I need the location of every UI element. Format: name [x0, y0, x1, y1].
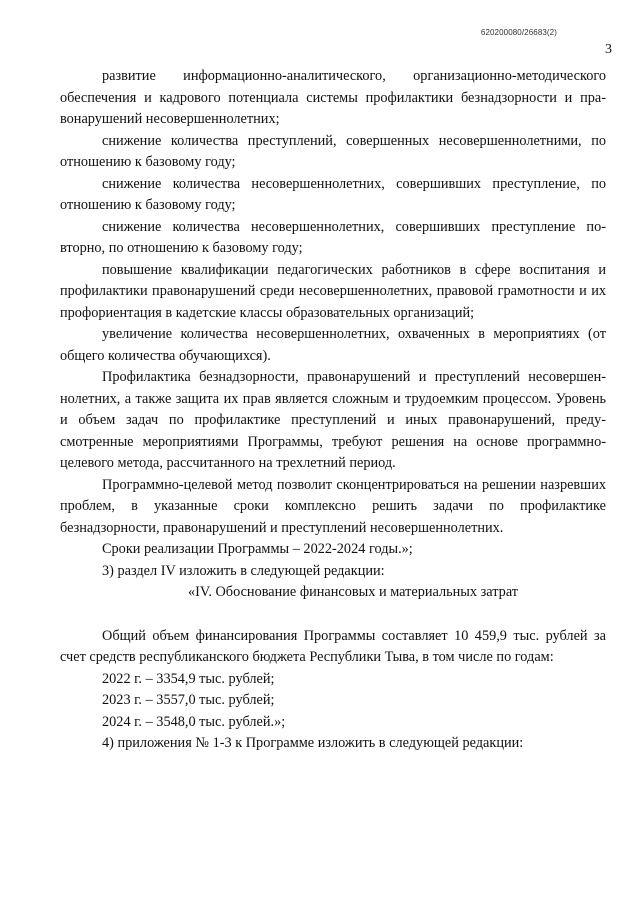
document-body: [60, 66, 606, 755]
paragraph-development: развитие информационно-аналитического, организационно-методического обеспечения и кадрового потенциала системы профилактики безнадзорности и правонарушений несовершеннолетних;: [60, 68, 606, 127]
paragraph-offenders-reduction: снижение количества несовершеннолетних, совершивших преступление, по отношению к базовому году;: [60, 175, 606, 213]
paragraph-repeat-offenders-reduction: снижение количества несовершеннолетних, совершивших преступление повторно, по отношению к базовому году;: [60, 218, 606, 256]
appendix-instruction: 4) приложения № 1-3 к Программе изложить в следующей редакции:: [102, 735, 524, 751]
paragraph-method: Программно-целевой метод позволит сконцентрироваться на решении назревших проблем, в указанные сроки комплексно решить задачи по профилактике безнадзорности, правонарушений и преступлений несовершеннолетних.: [60, 476, 606, 536]
financing-year-2023: 2023 г. – 3557,0 тыс. рублей;: [102, 692, 275, 708]
paragraph-section-iv: 3) раздел IV изложить в следующей редакции:: [102, 562, 385, 579]
paragraph-period: Сроки реализации Программы – 2022-2024 годы.»;: [102, 541, 413, 557]
paragraph-coverage-increase: увеличение количества несовершеннолетних, охваченных в мероприятиях (от общего количества обучающихся).: [60, 326, 606, 364]
blank-line: [60, 604, 606, 626]
paragraph-prevention: Профилактика безнадзорности, правонарушений и преступлений несовершеннолетних, а также защита их прав является сложным и трудоемким процессом. Уровень и объем задач по профилактике преступлений и иных правонарушений, предусмотренные мероприятиями Программы, требуют решения на основе программно-целевого метода, рассчитанного на трехлетний период.: [60, 369, 606, 471]
financing-year-2022: 2022 г. – 3354,9 тыс. рублей;: [102, 670, 275, 687]
document-code: 620200080/26683(2): [480, 28, 557, 37]
financing-year-2024: 2024 г. – 3548,0 тыс. рублей.»;: [102, 713, 286, 730]
paragraph-qualification: повышение квалификации педагогических работников в сфере воспитания и профилактики правонарушений среди несовершеннолетних, правовой грамотности и их профориентация в кадетские классы образовательных организаций;: [60, 261, 606, 321]
paragraph-crimes-reduction: снижение количества преступлений, совершенных несовершеннолетними, по отношению к базовому году;: [60, 132, 606, 170]
page-number: 3: [605, 42, 612, 57]
financing-intro: Общий объем финансирования Программы составляет 10 459,9 тыс. рублей за счет средств республиканского бюджета Республики Тыва, в том числе по годам:: [60, 627, 606, 665]
section-heading: «IV. Обоснование финансовых и материальных затрат: [187, 584, 519, 600]
